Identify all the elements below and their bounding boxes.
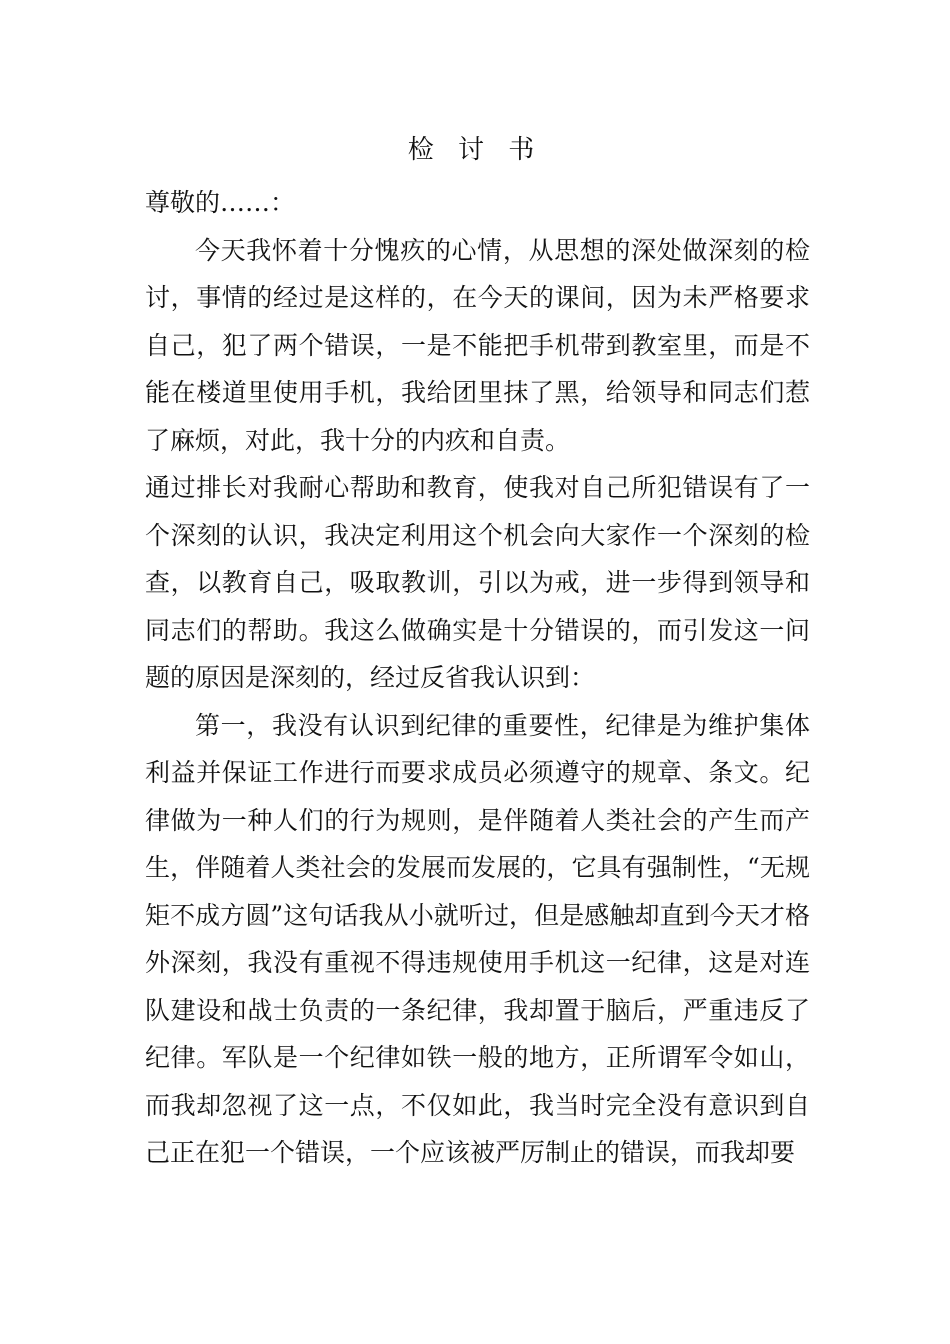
document-title: 检 讨 书	[407, 135, 543, 165]
paragraph-1: 今天我怀着十分愧疚的心情，从思想的深处做深刻的检讨，事情的经过是这样的，在今天的课间，因为未严格要求自己，犯了两个错误，一是不能把手机带到教室里，而是不能在楼道里使用手机，我给团里抹了黑，给领导和同志们惹了麻烦，对此，我十分的内疚和自责。	[145, 235, 810, 455]
document-body	[145, 179, 810, 1177]
paragraph-3: 第一，我没有认识到纪律的重要性，纪律是为维护集体利益并保证工作进行而要求成员必须遵守的规章、条文。纪律做为一种人们的行为规则，是伴随着人类社会的产生而产生，伴随着人类社会的发展而发展的，它具有强制性，“无规矩不成方圆”这句话我从小就听过，但是感触却直到今天才格外深刻，我没有重视不得违规使用手机这一纪律，这是对连队建设和战士负责的一条纪律，我却置于脑后，严重违反了纪律。军队是一个纪律如铁一般的地方，正所谓军令如山，而我却忽视了这一点，不仅如此，我当时完全没有意识到自己正在犯一个错误，一个应该被严厉制止的错误，而我却要	[145, 710, 810, 1167]
salutation: 尊敬的……：	[145, 188, 296, 217]
paragraph-2: 通过排长对我耐心帮助和教育，使我对自己所犯错误有了一个深刻的认识，我决定利用这个机会向大家作一个深刻的检查，以教育自己，吸取教训，引以为戒，进一步得到领导和同志们的帮助。我这么做确实是十分错误的，而引发这一问题的原因是深刻的，经过反省我认识到：	[145, 473, 810, 692]
